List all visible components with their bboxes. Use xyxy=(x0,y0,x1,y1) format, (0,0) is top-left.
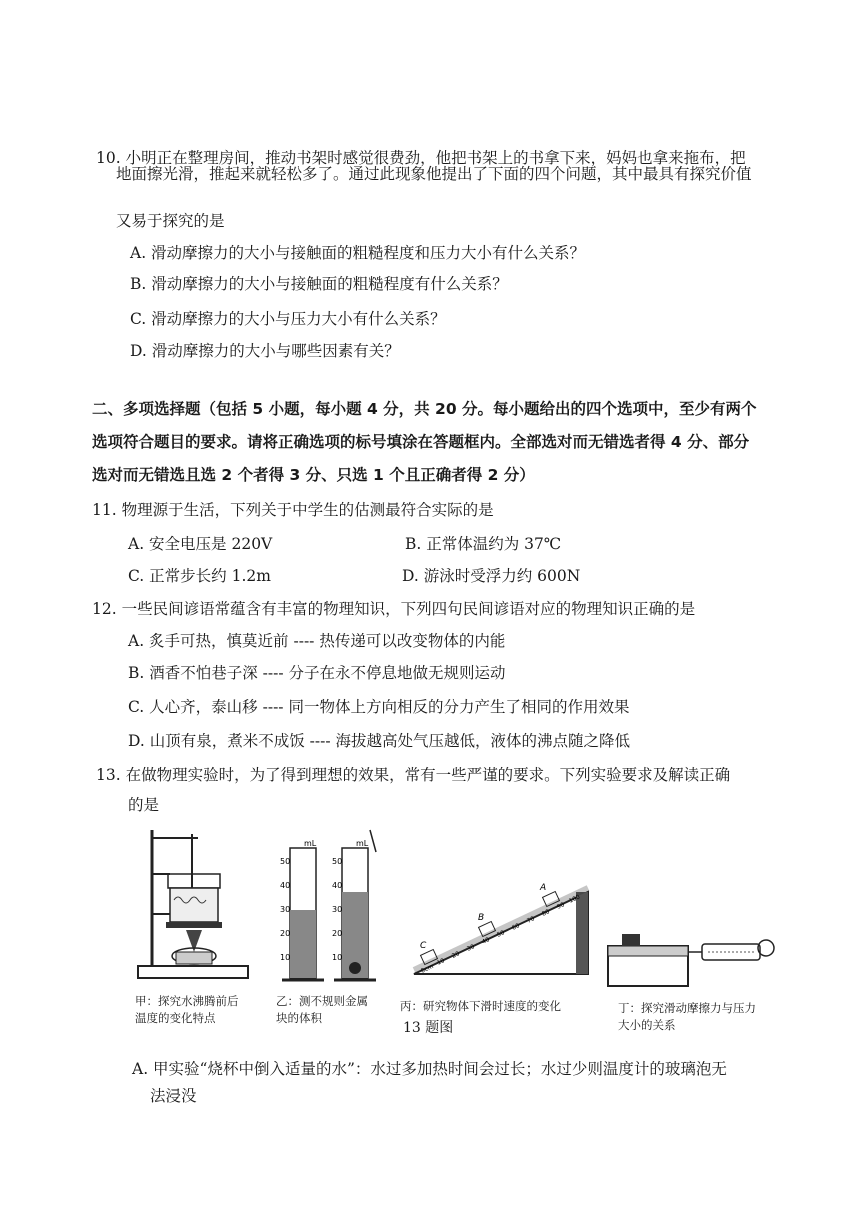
q11-option-c: C. 正常步长约 1.2m xyxy=(128,567,271,585)
caption-bing: 丙：研究物体下滑时速度的变化 xyxy=(400,999,561,1013)
ruler-tick: 50 xyxy=(495,929,506,939)
q10-stem-line2: 地面擦光滑，推起来就轻松多了。通过此现象他提出了下面的四个问题，其中最具有探究价值 xyxy=(116,165,752,183)
q12-option-c: C. 人心齐，泰山移 ---- 同一物体上方向相反的分力产生了相同的作用效果 xyxy=(128,698,630,716)
ruler-tick: 30 xyxy=(465,943,476,953)
caption-jia-line2: 温度的变化特点 xyxy=(135,1011,216,1025)
q10-option-b: B. 滑动摩擦力的大小与接触面的粗糙程度有什么关系？ xyxy=(130,275,508,293)
ruler-tick: 100 xyxy=(567,893,582,905)
q10-stem-line1: 10. 小明正在整理房间，推动书架时感觉很费劲，他把书架上的书拿下来，妈妈也拿来拖布，把 xyxy=(96,149,746,167)
ruler-tick: 0cm xyxy=(419,962,435,975)
ruler-tick: 70 xyxy=(525,915,536,925)
q10-stem-line3: 又易于探究的是 xyxy=(116,212,225,230)
q10-option-a: A. 滑动摩擦力的大小与接触面的粗糙程度和压力大小有什么关系？ xyxy=(130,244,586,262)
caption-ding-line2: 大小的关系 xyxy=(618,1018,676,1032)
q13-option-a-line2: 法浸没 xyxy=(150,1087,197,1105)
q11-stem: 11. 物理源于生活，下列关于中学生的估测最符合实际的是 xyxy=(92,501,494,519)
cyl-tick-label: 20 xyxy=(332,929,343,938)
q13-option-a-line1: A. 甲实验“烧杯中倒入适量的水”：水过多加热时间会过长；水过少则温度计的玻璃泡无 xyxy=(132,1060,727,1078)
figure-yi-cylinders xyxy=(278,830,386,988)
q12-option-a: A. 炙手可热，慎莫近前 ---- 热传递可以改变物体的内能 xyxy=(128,632,506,650)
cyl-tick-label: 30 xyxy=(332,905,343,914)
ruler-tick: 90 xyxy=(555,901,566,911)
cyl-tick-label: 50 xyxy=(280,857,291,866)
ramp-label-c: C xyxy=(420,941,427,951)
caption-jia-line1: 甲：探究水沸腾前后 xyxy=(135,994,239,1008)
cylinder-right-unit: mL xyxy=(356,839,369,848)
figure-jia-boiling-apparatus xyxy=(130,826,255,986)
figure-bing-ramp xyxy=(408,878,598,978)
caption-yi-line1: 乙：测不规则金属 xyxy=(276,994,368,1008)
cylinder-left-unit: mL xyxy=(304,839,317,848)
ruler-tick: 80 xyxy=(540,908,551,918)
caption-yi-line2: 块的体积 xyxy=(276,1011,322,1025)
cyl-tick-label: 10 xyxy=(280,953,291,962)
cyl-tick-label: 20 xyxy=(280,929,291,938)
section2-line3: 选对而无错选且选 2 个者得 3 分、只选 1 个且正确者得 2 分） xyxy=(92,466,535,484)
q11-option-a: A. 安全电压是 220V xyxy=(128,535,273,553)
q11-option-d: D. 游泳时受浮力约 600N xyxy=(402,567,581,585)
q12-option-d: D. 山顶有泉，煮米不成饭 ---- 海拔越高处气压越低，液体的沸点随之降低 xyxy=(128,732,631,750)
figure-caption-13: 13 题图 xyxy=(403,1020,454,1036)
cyl-tick-label: 10 xyxy=(332,953,343,962)
q10-option-c: C. 滑动摩擦力的大小与压力大小有什么关系？ xyxy=(130,310,446,328)
caption-ding-line1: 丁：探究滑动摩擦力与压力 xyxy=(618,1001,756,1015)
section2-line2: 选项符合题目的要求。请将正确选项的标号填涂在答题框内。全部选对而无错选者得 4 分、部分 xyxy=(92,433,750,451)
q12-stem: 12. 一些民间谚语常蕴含有丰富的物理知识，下列四句民间谚语对应的物理知识正确的是 xyxy=(92,600,696,618)
ruler-tick: 60 xyxy=(510,922,521,932)
cyl-tick-label: 50 xyxy=(332,857,343,866)
q10-option-d: D. 滑动摩擦力的大小与哪些因素有关？ xyxy=(130,342,400,360)
cyl-tick-label: 30 xyxy=(280,905,291,914)
cyl-tick-label: 40 xyxy=(280,881,291,890)
q13-stem-line1: 13. 在做物理实验时，为了得到理想的效果，常有一些严谨的要求。下列实验要求及解读正确 xyxy=(96,766,731,784)
ramp-label-b: B xyxy=(478,913,485,923)
q12-option-b: B. 酒香不怕巷子深 ---- 分子在永不停息地做无规则运动 xyxy=(128,664,506,682)
section2-line1: 二、多项选择题（包括 5 小题，每小题 4 分，共 20 分。每小题给出的四个选项中，至少有两个 xyxy=(92,400,757,418)
q13-stem-line2: 的是 xyxy=(128,796,160,814)
figure-ding-friction xyxy=(606,930,776,988)
cyl-tick-label: 40 xyxy=(332,881,343,890)
ruler-tick: 10 xyxy=(435,957,446,967)
ruler-tick: 20 xyxy=(450,950,461,960)
q11-option-b: B. 正常体温约为 37℃ xyxy=(405,535,562,553)
ruler-tick: 40 xyxy=(480,936,491,946)
ramp-label-a: A xyxy=(540,883,547,893)
